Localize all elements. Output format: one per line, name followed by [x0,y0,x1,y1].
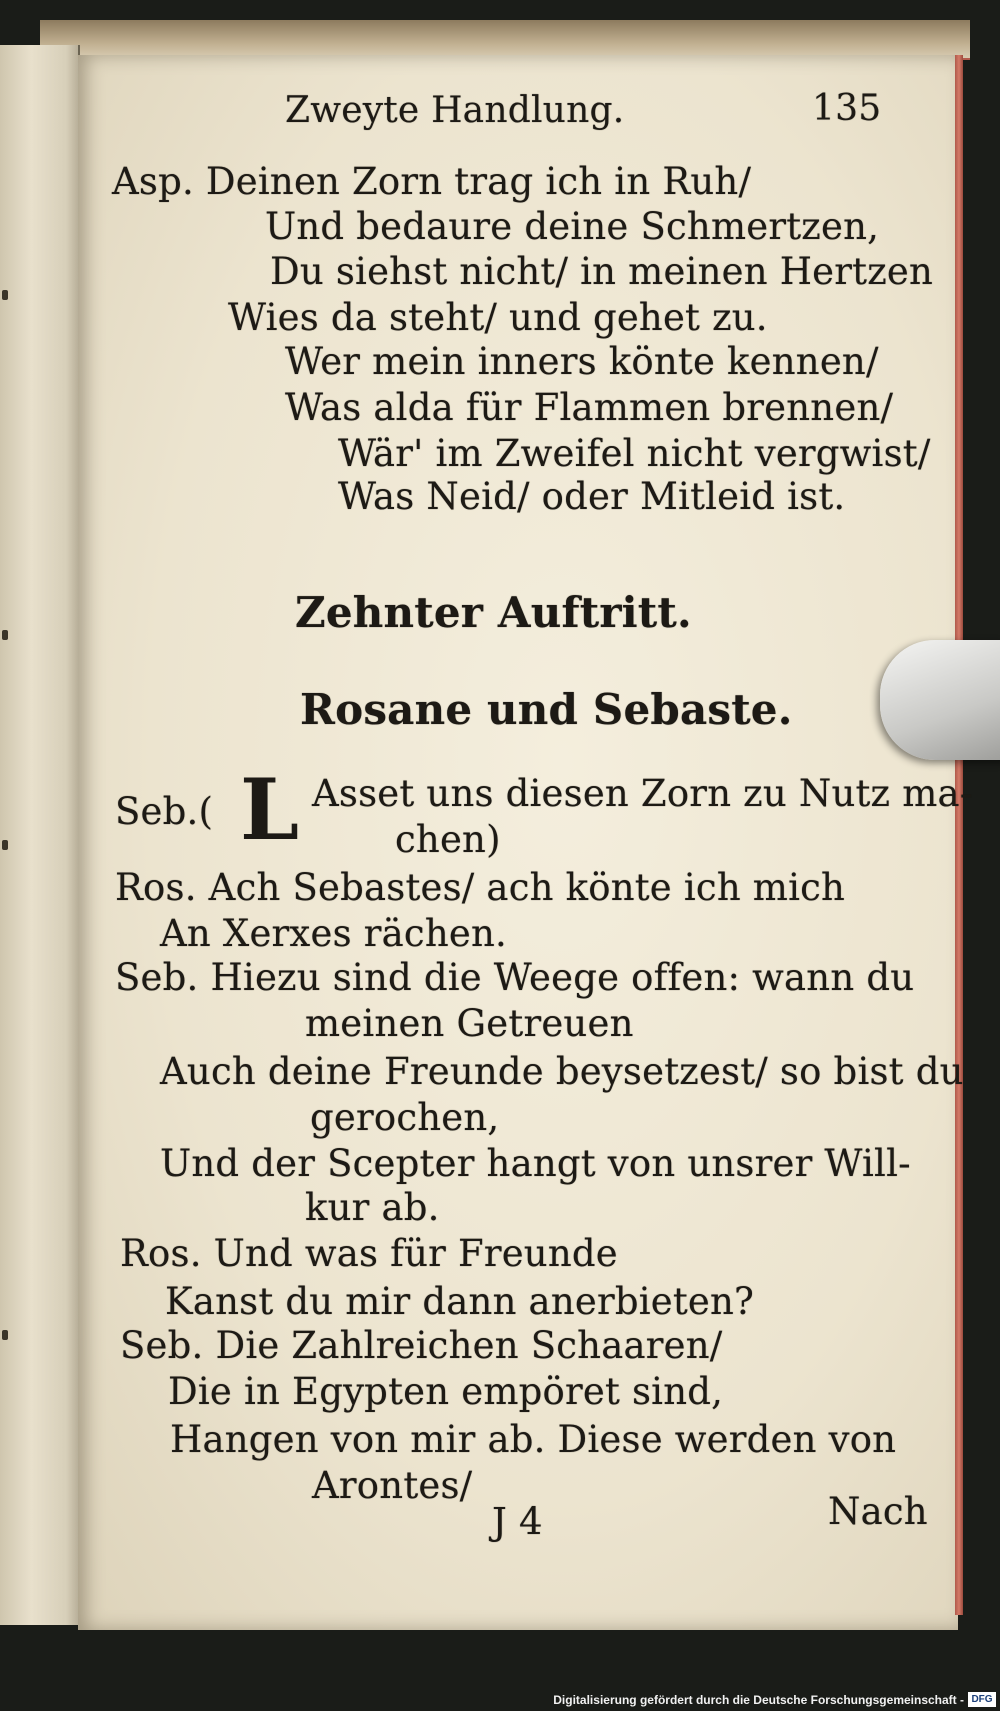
book-top-edge [40,20,970,60]
page-clip [880,640,1000,760]
verse-line: Hangen von mir ab. Diese werden von [170,1418,897,1461]
scene-persons: Rosane und Sebaste. [300,685,793,734]
signature-mark: J 4 [492,1500,543,1543]
verse-line: Du siehst nicht/ in meinen Hertzen [270,250,934,293]
verse-line: Seb. Hiezu sind die Weege offen: wann du [115,956,915,999]
verse-line: gerochen, [310,1096,500,1139]
verse-line: Asset uns diesen Zorn zu Nutz ma- [312,772,973,815]
verse-line: Auch deine Freunde beysetzest/ so bist du [160,1050,964,1093]
digitization-credit: Digitalisierung gefördert durch die Deutsche Forschungsgemeinschaft - [553,1693,964,1707]
speaker-label: Seb.( [115,790,214,833]
verse-line: Kanst du mir dann anerbieten? [165,1280,755,1323]
page-number: 135 [812,88,882,129]
verse-line: chen) [395,818,501,861]
verse-line: An Xerxes rächen. [160,912,507,955]
verse-line: Ros. Und was für Freunde [120,1232,618,1275]
verse-line: meinen Getreuen [305,1002,634,1045]
verse-line: Asp. Deinen Zorn trag ich in Ruh/ [112,160,752,203]
verse-line: Was Neid/ oder Mitleid ist. [338,475,846,518]
verse-line: Die in Egypten empöret sind, [168,1370,724,1413]
drop-initial: L [240,760,300,859]
dfg-logo: DFG [968,1692,996,1707]
verse-line: Und bedaure deine Schmertzen, [265,205,880,248]
verse-line: Wer mein inners könte kennen/ [285,340,879,383]
left-page-edge [0,45,80,1625]
verse-line: Wär' im Zweifel nicht vergwist/ [338,432,931,475]
verse-line: Seb. Die Zahlreichen Schaaren/ [120,1324,723,1367]
verse-line: Arontes/ [312,1464,473,1507]
running-title: Zweyte Handlung. [285,90,625,131]
verse-line: Was alda für Flammen brennen/ [285,386,894,429]
scene-heading: Zehnter Auftritt. [295,588,692,637]
verse-line: Und der Scepter hangt von unsrer Will- [160,1142,911,1185]
catchword: Nach [828,1490,928,1533]
verse-line: Wies da steht/ und gehet zu. [228,296,768,339]
red-page-edge [955,55,963,1615]
verse-line: Ros. Ach Sebastes/ ach könte ich mich [115,866,846,909]
verse-line: kur ab. [305,1186,440,1229]
